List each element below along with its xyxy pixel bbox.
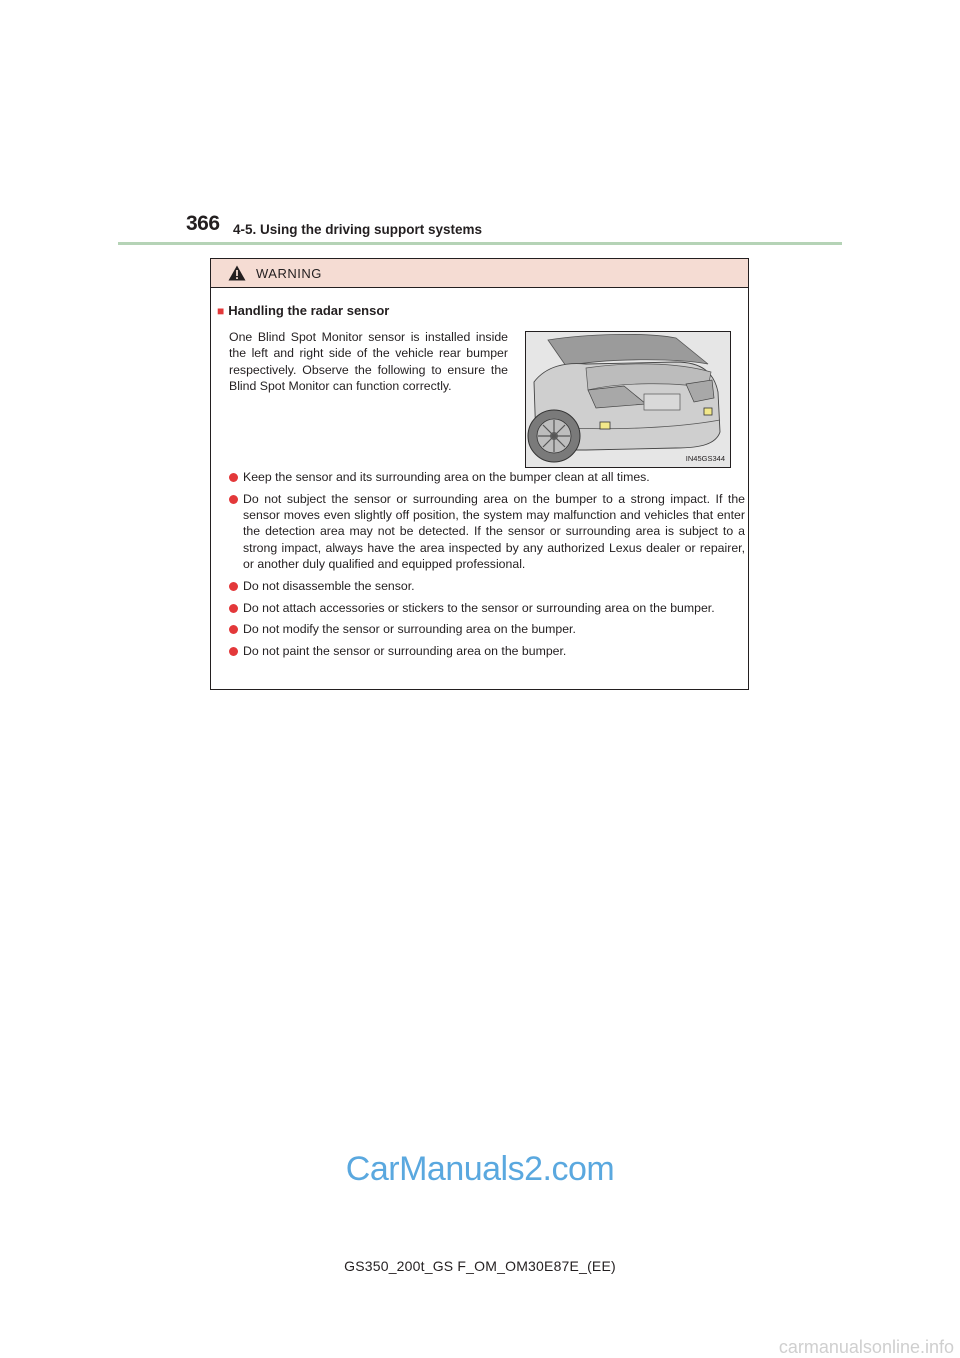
list-item: Do not subject the sensor or surrounding area on the bumper to a strong impact. If the sensor moves even slightly off position, the system may malfunction and vehicles that enter the detection area may not be detected. If the sensor or surrounding area is subject to a strong impact, always have the area inspected by any authorized Lexus dealer or repairer, or another duly qualified and equipped professional. (229, 491, 745, 572)
section-title: 4-5. Using the driving support systems (233, 222, 483, 237)
red-square-icon: ■ (217, 304, 225, 318)
list-item: Do not disassemble the sensor. (229, 578, 745, 594)
list-item: Do not paint the sensor or surrounding area on the bumper. (229, 643, 745, 659)
footer-doc-code: GS350_200t_GS F_OM_OM30E87E_(EE) (344, 1258, 616, 1274)
watermark-carmanuals2: CarManuals2.com (345, 1150, 615, 1188)
car-rear-illustration (525, 331, 731, 468)
list-item: Keep the sensor and its surrounding area on the bumper clean at all times. (229, 469, 745, 485)
bullet-icon (229, 582, 238, 591)
warning-box (210, 258, 749, 690)
warning-subhead (217, 303, 389, 318)
warning-bullet-list (229, 469, 745, 665)
bullet-icon (229, 604, 238, 613)
bullet-icon (229, 625, 238, 634)
bullet-icon (229, 495, 238, 504)
bullet-icon (229, 647, 238, 656)
illustration-code: IN45GS344 (685, 454, 725, 463)
warning-header (211, 259, 748, 288)
warning-triangle-icon (228, 265, 246, 281)
intro-paragraph: One Blind Spot Monitor sensor is installed inside the left and right side of the vehicle rear bumper respectively. Observe the following to ensure the Blind Spot Monitor can function correctly. (229, 330, 508, 393)
page-number: 366 (186, 212, 220, 235)
bullet-icon (229, 473, 238, 482)
warning-subhead-text: Handling the radar sensor (228, 303, 390, 318)
header-rule (118, 242, 842, 245)
warning-title: WARNING (256, 265, 322, 281)
list-item: Do not modify the sensor or surrounding area on the bumper. (229, 621, 745, 637)
list-item: Do not attach accessories or stickers to the sensor or surrounding area on the bumper. (229, 600, 745, 616)
watermark-carmanualsonline: carmanualsonline.info (778, 1337, 954, 1357)
